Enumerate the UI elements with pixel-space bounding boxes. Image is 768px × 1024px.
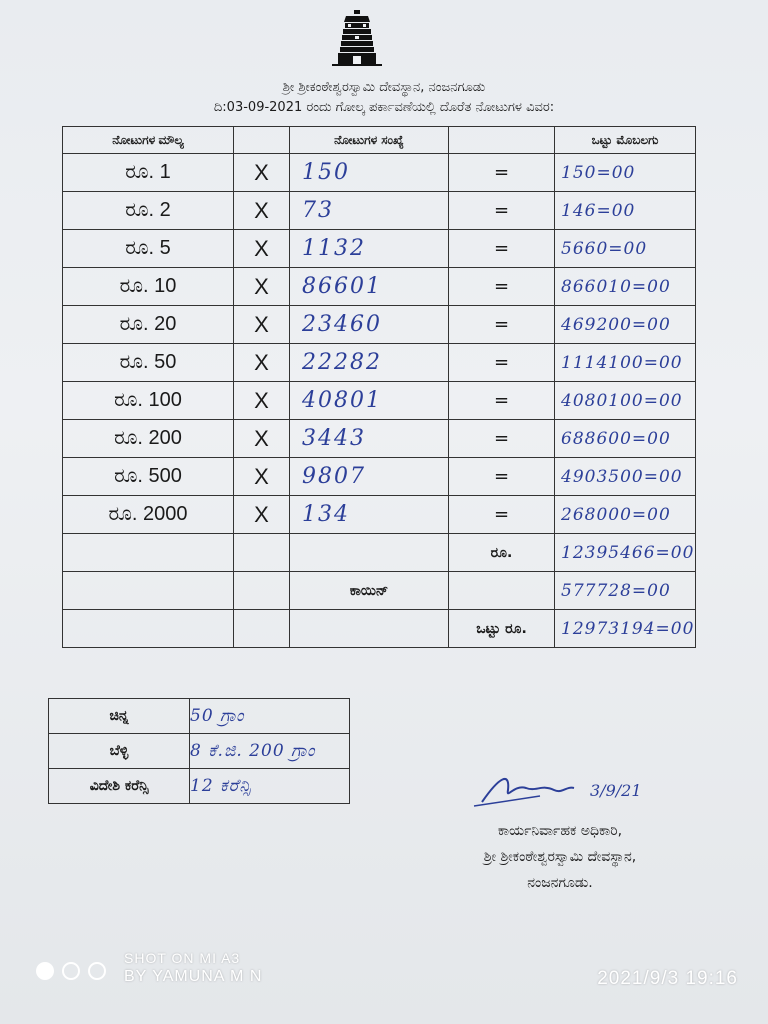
table-row	[63, 382, 696, 420]
grand-total-row	[63, 610, 696, 648]
denomination-cell: ರೂ. 200	[63, 420, 234, 458]
signature-block	[390, 818, 730, 896]
coins-label: ಕಾಯಿನ್	[290, 572, 449, 610]
officer-signature	[470, 766, 670, 816]
silver-value: 8 ಕೆ.ಜಿ. 200 ಗ್ರಾಂ	[190, 741, 316, 761]
row-total: 268000=00	[561, 504, 671, 525]
equals-sign: =	[449, 496, 555, 534]
table-row	[63, 458, 696, 496]
denomination-cell: ರೂ. 2	[63, 192, 234, 230]
column-header-total: ಒಟ್ಟು ಮೊಬಲಗು	[555, 127, 696, 154]
table-row	[63, 344, 696, 382]
equals-sign: =	[449, 154, 555, 192]
subtotal-label: ರೂ.	[449, 534, 555, 572]
multiply-sign: X	[234, 458, 290, 496]
subtotal-value: 12395466=00	[561, 542, 695, 563]
row-total: 688600=00	[561, 428, 671, 449]
officer-temple: ಶ್ರೀ ಶ್ರೀಕಂಠೇಶ್ವರಸ್ವಾಮಿ ದೇವಸ್ಥಾನ,	[483, 849, 637, 865]
camera-brand-dots-icon	[34, 960, 114, 982]
table-row	[63, 230, 696, 268]
denomination-cell: ರೂ. 5	[63, 230, 234, 268]
multiply-sign: X	[234, 306, 290, 344]
equals-sign: =	[449, 306, 555, 344]
multiply-sign: X	[234, 344, 290, 382]
multiply-sign: X	[234, 496, 290, 534]
row-total: 4903500=00	[561, 466, 683, 487]
denomination-cell: ರೂ. 100	[63, 382, 234, 420]
officer-town: ನಂಜನಗೂಡು.	[527, 875, 593, 891]
officer-designation: ಕಾರ್ಯನಿರ್ವಾಹಕ ಅಧಿಕಾರಿ,	[497, 823, 623, 839]
denomination-cell: ರೂ. 20	[63, 306, 234, 344]
photo-timestamp: 2021/9/3 19:16	[597, 968, 738, 989]
table-header-row	[63, 127, 696, 154]
denomination-cell: ರೂ. 10	[63, 268, 234, 306]
table-row	[49, 699, 350, 734]
gold-label: ಚಿನ್ನ	[49, 699, 190, 734]
equals-sign: =	[449, 382, 555, 420]
column-header-blank	[234, 127, 290, 154]
note-count: 9807	[302, 464, 366, 489]
table-row	[63, 306, 696, 344]
equals-sign: =	[449, 230, 555, 268]
note-count: 22282	[302, 350, 382, 375]
table-row	[63, 268, 696, 306]
note-count: 23460	[302, 312, 382, 337]
note-count: 86601	[302, 274, 382, 299]
multiply-sign: X	[234, 382, 290, 420]
multiply-sign: X	[234, 420, 290, 458]
signature-date: 3/9/21	[590, 781, 642, 800]
subtotal-row	[63, 534, 696, 572]
coins-row	[63, 572, 696, 610]
valuables-table	[48, 698, 350, 804]
equals-sign: =	[449, 192, 555, 230]
temple-name-heading: ಶ್ರೀ ಶ್ರೀಕಂಠೇಶ್ವರಸ್ವಾಮಿ ದೇವಸ್ಥಾನ, ನಂಜನಗೂಡು	[282, 80, 486, 95]
table-row	[49, 769, 350, 804]
denomination-cell: ರೂ. 500	[63, 458, 234, 496]
temple-gopuram-logo	[332, 10, 382, 66]
row-total: 469200=00	[561, 314, 671, 335]
row-total: 146=00	[561, 200, 636, 221]
multiply-sign: X	[234, 230, 290, 268]
note-count: 1132	[302, 236, 366, 261]
row-total: 150=00	[561, 162, 636, 183]
document-subtitle: ದಿ:03-09-2021 ರಂದು ಗೋಲ್ಕ ಪರ್ಕಾವಣೆಯಲ್ಲಿ ದೊರೆತ ನೋಟುಗಳ ವಿವರ:	[213, 100, 555, 115]
denomination-cell: ರೂ. 50	[63, 344, 234, 382]
multiply-sign: X	[234, 192, 290, 230]
row-total: 4080100=00	[561, 390, 683, 411]
equals-sign: =	[449, 344, 555, 382]
table-row	[63, 496, 696, 534]
table-row	[49, 734, 350, 769]
foreign-currency-value: 12 ಕರೆನ್ಸಿ	[190, 776, 252, 796]
column-header-denomination: ನೋಟುಗಳ ಮೌಲ್ಯ	[63, 127, 234, 154]
note-count: 150	[302, 160, 350, 185]
column-header-blank	[449, 127, 555, 154]
table-row	[63, 154, 696, 192]
note-count: 40801	[302, 388, 382, 413]
equals-sign: =	[449, 458, 555, 496]
watermark-author: BY YAMUNA M N	[124, 968, 263, 985]
table-row	[63, 192, 696, 230]
notes-table	[62, 126, 696, 648]
note-count: 73	[302, 198, 334, 223]
silver-label: ಬೆಳ್ಳಿ	[49, 734, 190, 769]
equals-sign: =	[449, 420, 555, 458]
note-count: 3443	[302, 426, 366, 451]
foreign-currency-label: ವಿದೇಶಿ ಕರೆನ್ಸಿ	[49, 769, 190, 804]
watermark-device: SHOT ON MI A3	[124, 950, 241, 966]
multiply-sign: X	[234, 268, 290, 306]
denomination-cell: ರೂ. 1	[63, 154, 234, 192]
gold-value: 50 ಗ್ರಾಂ	[190, 706, 245, 726]
column-header-count: ನೋಟುಗಳ ಸಂಖ್ಯೆ	[290, 127, 449, 154]
denomination-cell: ರೂ. 2000	[63, 496, 234, 534]
table-row	[63, 420, 696, 458]
equals-sign: =	[449, 268, 555, 306]
grand-total-value: 12973194=00	[561, 618, 695, 639]
coins-value: 577728=00	[561, 580, 671, 601]
row-total: 866010=00	[561, 276, 671, 297]
note-count: 134	[302, 502, 350, 527]
multiply-sign: X	[234, 154, 290, 192]
row-total: 5660=00	[561, 238, 648, 259]
grand-total-label: ಒಟ್ಟು ರೂ.	[449, 610, 555, 648]
row-total: 1114100=00	[561, 352, 683, 373]
